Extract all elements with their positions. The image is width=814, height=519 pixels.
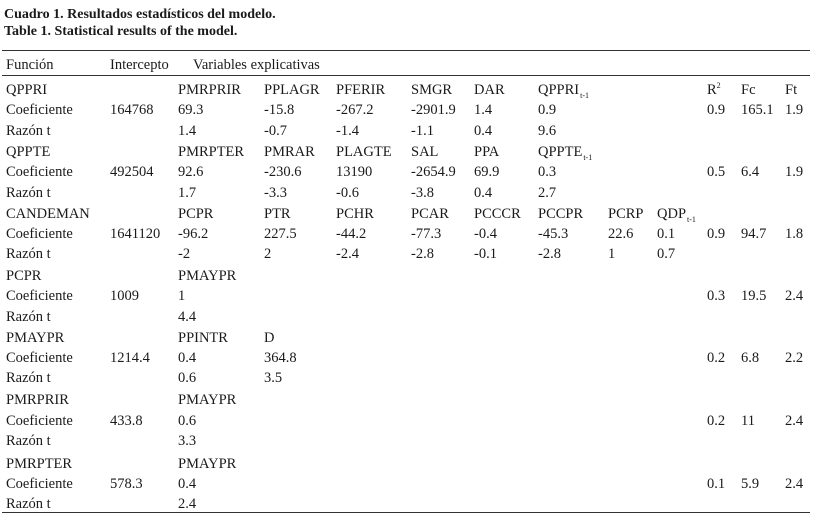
variable-name: [474, 205, 521, 223]
r2-label: R: [707, 82, 717, 98]
ft-value: 1.9: [785, 102, 804, 118]
variable-name: [411, 205, 449, 223]
t-row-label: Razón t: [6, 433, 51, 449]
variable-name: [178, 329, 228, 347]
r2-value: 0.2: [707, 350, 726, 366]
coefficient-value: 0.9: [538, 102, 557, 118]
caption-english: Table 1. Statistical results of the model.: [4, 24, 238, 39]
variable-name: [608, 205, 643, 223]
variable-label: PMAYPR: [178, 456, 237, 472]
coef-row-label: Coeficiente: [6, 164, 73, 180]
variable-name: [178, 391, 236, 409]
variable-name: [178, 455, 236, 473]
t-ratio-value: -1.1: [411, 123, 434, 139]
coef-row-label: Coeficiente: [6, 226, 73, 242]
fc-value: 11: [741, 413, 755, 429]
t-ratio-value: 0.7: [657, 246, 676, 262]
variable-label: PPA: [474, 144, 500, 160]
intercept-value: 492504: [110, 164, 154, 180]
variable-name: [538, 143, 592, 163]
coefficient-value: 364.8: [264, 350, 297, 366]
coefficient-value: 92.6: [178, 164, 204, 180]
fc-header: Fc: [741, 82, 756, 98]
variable-label: SAL: [411, 144, 439, 160]
coefficient-value: 13190: [336, 164, 373, 180]
variable-name: [538, 205, 583, 223]
t-row-label: Razón t: [6, 185, 51, 201]
t-ratio-value: -2.8: [538, 246, 561, 262]
coefficient-value: -44.2: [336, 226, 367, 242]
variable-label: QPPRI: [538, 82, 580, 98]
r2-value: 0.5: [707, 164, 726, 180]
t-ratio-value: 3.5: [264, 370, 283, 386]
lag-subscript: t-1: [687, 215, 696, 224]
intercept-value: 1641120: [110, 226, 161, 242]
coefficient-value: -77.3: [411, 226, 442, 242]
lag-subscript: t-1: [580, 91, 589, 100]
r2-superscript: 2: [716, 81, 721, 90]
t-row-label: Razón t: [6, 309, 51, 325]
variable-label: PCCCR: [474, 206, 521, 222]
variable-label: PPINTR: [178, 330, 228, 346]
coefficient-value: 1: [178, 288, 186, 304]
coefficient-value: -2654.9: [411, 164, 456, 180]
variable-name: [178, 143, 244, 161]
variable-name: [178, 205, 213, 223]
t-row-label: Razón t: [6, 496, 51, 512]
intercept-value: 433.8: [110, 413, 143, 429]
variable-label: PPLAGR: [264, 82, 320, 98]
bottom-rule: [2, 512, 810, 513]
t-row-label: Razón t: [6, 370, 51, 386]
intercept-value: 1009: [110, 288, 139, 304]
variable-label: PMRPRIR: [178, 82, 241, 98]
t-row-label: Razón t: [6, 123, 51, 139]
variable-label: PMRAR: [264, 144, 315, 160]
t-ratio-value: -0.7: [264, 123, 287, 139]
ft-value: 2.4: [785, 413, 804, 429]
t-ratio-value: 2.7: [538, 185, 557, 201]
header-variables: Variables explicativas: [193, 57, 320, 73]
fc-value: 165.1: [741, 102, 774, 118]
coefficient-value: -0.4: [474, 226, 497, 242]
coefficient-value: 0.4: [178, 476, 197, 492]
variable-label: QPPTE: [538, 144, 583, 160]
t-ratio-value: 2: [264, 246, 272, 262]
t-ratio-value: 9.6: [538, 123, 557, 139]
table-caption: [4, 6, 276, 40]
r2-value: 0.2: [707, 413, 726, 429]
coefficient-value: -2901.9: [411, 102, 456, 118]
header-funcion: Función: [6, 57, 54, 73]
variable-name: [264, 329, 274, 347]
coef-row-label: Coeficiente: [6, 476, 73, 492]
coef-row-label: Coeficiente: [6, 102, 73, 118]
coefficient-value: -15.8: [264, 102, 295, 118]
coefficient-value: -45.3: [538, 226, 569, 242]
variable-label: PCAR: [411, 206, 449, 222]
variable-label: PCPR: [178, 206, 214, 222]
intercept-value: 578.3: [110, 476, 143, 492]
t-ratio-value: -3.3: [264, 185, 287, 201]
variable-name: [474, 143, 499, 161]
ft-value: 1.9: [785, 164, 804, 180]
function-name: QPPTE: [6, 144, 51, 160]
variable-label: SMGR: [411, 82, 453, 98]
function-name: PMAYPR: [6, 330, 65, 346]
t-ratio-value: -2.4: [336, 246, 359, 262]
variable-name: [178, 81, 241, 99]
ft-value: 1.8: [785, 226, 804, 242]
variable-label: PMRPTER: [178, 144, 245, 160]
coef-row-label: Coeficiente: [6, 413, 73, 429]
function-name: CANDEMAN: [6, 206, 90, 222]
top-rule: [2, 50, 810, 51]
variable-name: [178, 267, 236, 285]
variable-label: PTR: [264, 206, 291, 222]
variable-name: [336, 205, 374, 223]
variable-label: PLAGTE: [336, 144, 392, 160]
t-ratio-value: 1.7: [178, 185, 197, 201]
r2-header: [707, 81, 721, 101]
t-ratio-value: 1: [608, 246, 616, 262]
r2-value: 0.9: [707, 226, 726, 242]
variable-label: PCHR: [336, 206, 374, 222]
coefficient-value: 69.9: [474, 164, 500, 180]
lag-subscript: t-1: [583, 153, 593, 162]
variable-label: QDP: [657, 206, 687, 222]
coefficient-value: 0.4: [178, 350, 197, 366]
variable-label: D: [264, 330, 275, 346]
t-ratio-value: -2.8: [411, 246, 434, 262]
coefficient-value: 69.3: [178, 102, 204, 118]
ft-header: Ft: [785, 82, 798, 98]
variable-label: DAR: [474, 82, 505, 98]
variable-label: PMAYPR: [178, 268, 237, 284]
coef-row-label: Coeficiente: [6, 350, 73, 366]
t-ratio-value: 4.4: [178, 309, 197, 325]
header-intercepto: Intercepto: [110, 57, 169, 73]
fc-value: 94.7: [741, 226, 767, 242]
t-ratio-value: -2: [178, 246, 191, 262]
coefficient-value: 227.5: [264, 226, 297, 242]
coefficient-value: -267.2: [336, 102, 374, 118]
t-row-label: Razón t: [6, 246, 51, 262]
ft-value: 2.4: [785, 288, 804, 304]
variable-name: [264, 205, 291, 223]
intercept-value: 164768: [110, 102, 154, 118]
variable-label: PMAYPR: [178, 392, 237, 408]
t-ratio-value: 3.3: [178, 433, 197, 449]
variable-name: [336, 143, 392, 161]
variable-label: PFERIR: [336, 82, 386, 98]
coefficient-value: 0.1: [657, 226, 676, 242]
coefficient-value: 0.6: [178, 413, 197, 429]
t-ratio-value: -0.6: [336, 185, 359, 201]
t-ratio-value: -1.4: [336, 123, 359, 139]
variable-label: PCCPR: [538, 206, 584, 222]
variable-name: [538, 81, 589, 101]
variable-name: [264, 143, 315, 161]
t-ratio-value: -3.8: [411, 185, 434, 201]
intercept-value: 1214.4: [110, 350, 150, 366]
coef-row-label: Coeficiente: [6, 288, 73, 304]
fc-value: 6.4: [741, 164, 760, 180]
function-name: QPPRI: [6, 82, 48, 98]
function-name: PCPR: [6, 268, 42, 284]
variable-name: [411, 143, 438, 161]
r2-value: 0.9: [707, 102, 726, 118]
variable-label: PCRP: [608, 206, 644, 222]
variable-name: [336, 81, 385, 99]
ft-value: 2.4: [785, 476, 804, 492]
variable-name: [264, 81, 320, 99]
coefficient-value: 22.6: [608, 226, 634, 242]
t-ratio-value: 0.6: [178, 370, 197, 386]
t-ratio-value: 0.4: [474, 123, 493, 139]
r2-value: 0.1: [707, 476, 726, 492]
t-ratio-value: -0.1: [474, 246, 497, 262]
caption-spanish: Cuadro 1. Resultados estadísticos del modelo.: [4, 7, 276, 22]
coefficient-value: 0.3: [538, 164, 557, 180]
variable-name: [657, 205, 696, 225]
fc-value: 5.9: [741, 476, 760, 492]
t-ratio-value: 2.4: [178, 496, 197, 512]
t-ratio-value: 1.4: [178, 123, 197, 139]
function-name: PMRPRIR: [6, 392, 69, 408]
coefficient-value: -96.2: [178, 226, 209, 242]
function-name: PMRPTER: [6, 456, 73, 472]
coefficient-value: 1.4: [474, 102, 493, 118]
variable-name: [474, 81, 505, 99]
coefficient-value: -230.6: [264, 164, 302, 180]
fc-value: 19.5: [741, 288, 767, 304]
r2-value: 0.3: [707, 288, 726, 304]
variable-name: [411, 81, 452, 99]
header-rule: [2, 75, 810, 76]
ft-value: 2.2: [785, 350, 804, 366]
t-ratio-value: 0.4: [474, 185, 493, 201]
fc-value: 6.8: [741, 350, 760, 366]
